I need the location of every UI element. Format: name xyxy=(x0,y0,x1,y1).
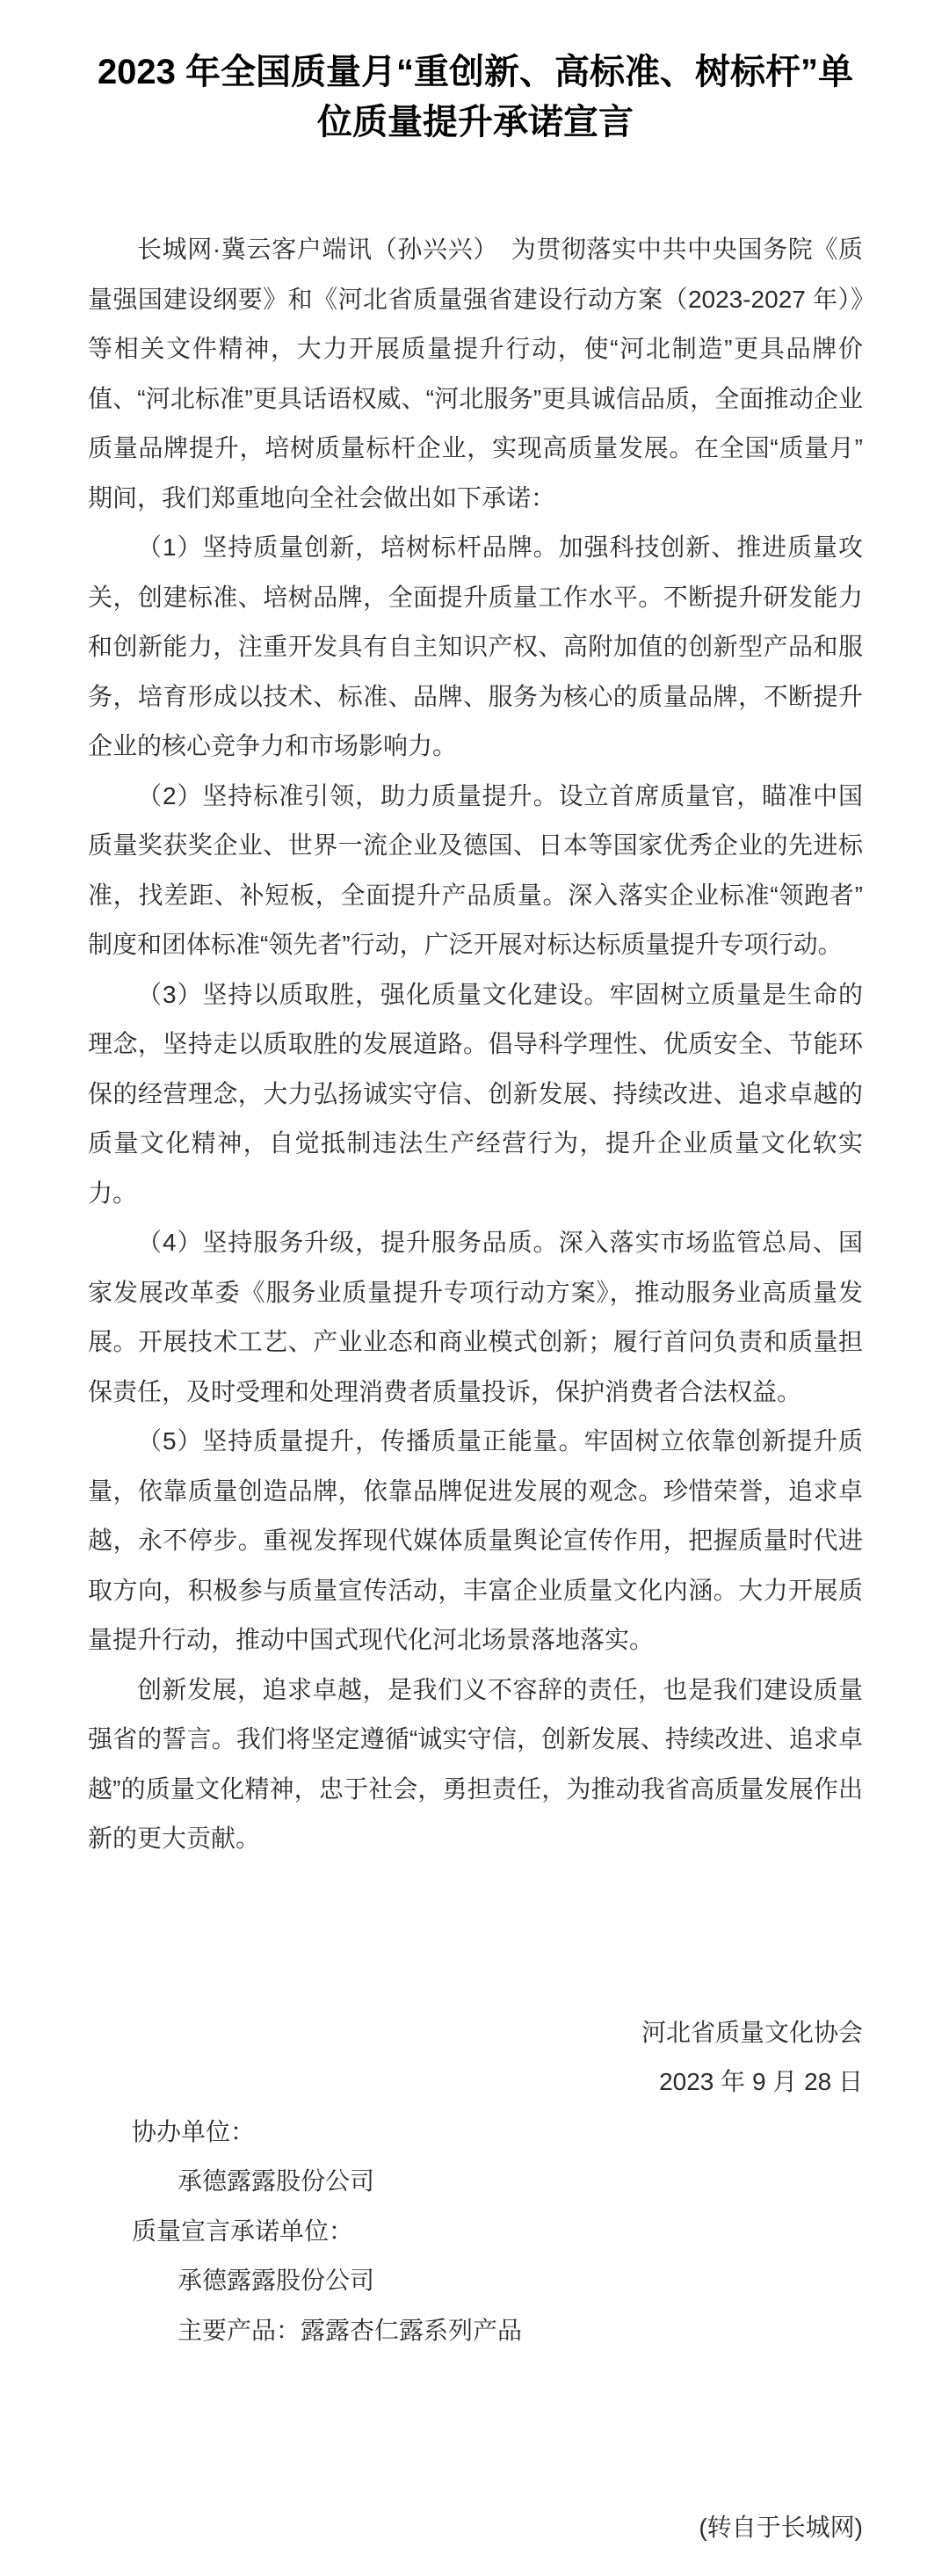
commitment-paragraph-4: （4）坚持服务升级，提升服务品质。深入落实市场监管总局、国家发展改革委《服务业质量提升专项行动方案》，推动服务业高质量发展。开展技术工艺、产业业态和商业模式创新；履行首问负责和质量担保责任，及时受理和处理消费者质量投诉，保护消费者合法权益。 xyxy=(88,1229,863,1405)
page-title-line-2: 位质量提升承诺宣言 xyxy=(317,103,634,141)
intro-paragraph: 长城网·冀云客户端讯（孙兴兴） 为贯彻落实中共中央国务院《质量强国建设纲要》和《河北省质量强省建设行动方案（2023-2027 年）》等相关文件精神，大力开展质量提升行动，使“河北制造”更具品牌价值、“河北标准”更具话语权威、“河北服务”更具诚信品质，全面推动企业质量品牌提升，培树质量标杆企业，实现高质量发展。在全国“质量月”期间，我们郑重地向全社会做出如下承诺： xyxy=(88,236,863,512)
commitment-paragraph-2: （2）坚持标准引领，助力质量提升。设立首席质量官，瞄准中国质量奖获奖企业、世界一流企业及德国、日本等国家优秀企业的先进标准，找差距、补短板，全面提升产品质量。深入落实企业标准“领跑者”制度和团体标准“领先者”行动，广泛开展对标达标质量提升专项行动。 xyxy=(88,781,863,958)
page-title-line-1: 2023 年全国质量月“重创新、高标准、树标杆”单 xyxy=(97,53,854,91)
commitment-paragraph-3: （3）坚持以质取胜，强化质量文化建设。牢固树立质量是生命的理念，坚持走以质取胜的发展道路。倡导科学理性、优质安全、节能环保的经营理念，大力弘扬诚实守信、创新发展、持续改进、追求卓越的质量文化精神，自觉抵制违法生产经营行为，提升企业质量文化软实力。 xyxy=(88,980,863,1207)
declarer-name: 承德露露股份公司 xyxy=(177,2267,375,2294)
commitment-paragraph-5: （5）坚持质量提升，传播质量正能量。牢固树立依靠创新提升质量，依靠质量创造品牌，依靠品牌促进发展的观念。珍惜荣誉，追求卓越，永不停步。重视发挥现代媒体质量舆论宣传作用，把握质量时代进取方向，积极参与质量宣传活动，丰富企业质量文化内涵。大力开展质量提升行动，推动中国式现代化河北场景落地落实。 xyxy=(88,1427,863,1653)
co-organizer-label: 协办单位： xyxy=(132,2117,256,2145)
signature-block xyxy=(88,2008,863,2108)
signature-organization: 河北省质量文化协会 xyxy=(641,2018,863,2046)
closing-paragraph: 创新发展，追求卓越，是我们义不容辞的责任，也是我们建设质量强省的誓言。我们将坚定遵循“诚实守信，创新发展、持续改进、追求卓越”的质量文化精神，忠于社会，勇担责任，为推动我省高质量发展作出新的更大贡献。 xyxy=(88,1675,863,1852)
commitment-paragraph-1: （1）坚持质量创新，培树标杆品牌。加强科技创新、推进质量攻关，创建标准、培树品牌，全面提升质量工作水平。不断提升研发能力和创新能力，注重开发具有自主知识产权、高附加值的创新型产品和服务，培育形成以技术、标准、品牌、服务为核心的质量品牌，不断提升企业的核心竞争力和市场影响力。 xyxy=(88,533,863,759)
signature-date: 2023 年 9 月 28 日 xyxy=(659,2068,863,2095)
page-title xyxy=(88,47,863,148)
co-organizer-name: 承德露露股份公司 xyxy=(177,2167,375,2195)
main-products-line: 主要产品：露露杏仁露系列产品 xyxy=(177,2316,523,2344)
source-note: (转自于长城网) xyxy=(699,2514,863,2541)
document-body xyxy=(88,225,863,1864)
unit-info-block xyxy=(88,2108,863,2356)
declarer-label: 质量宣言承诺单位： xyxy=(132,2217,354,2245)
